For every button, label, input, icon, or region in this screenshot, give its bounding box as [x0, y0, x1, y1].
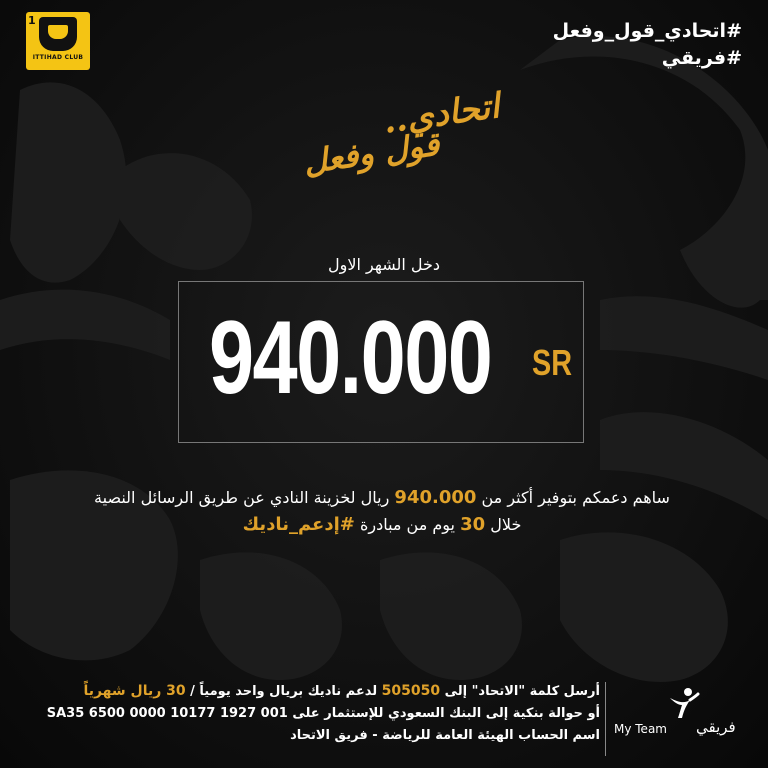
footer-line1-part2: لدعم ناديك بريال واحد يومياً / — [190, 684, 378, 699]
message-line1-part1: ساهم دعمكم بتوفير أكثر من — [481, 488, 670, 507]
income-label: دخل الشهر الاول — [327, 255, 441, 274]
campaign-line2: قول وفعل — [301, 124, 442, 182]
message-line1-amount: 940.000 — [394, 487, 477, 508]
footer-line1 — [20, 680, 600, 703]
message-line2-part2: يوم من مبادرة — [359, 515, 456, 534]
footer-divider — [605, 682, 606, 756]
message-line2-days: 30 — [460, 514, 486, 535]
message-text — [40, 484, 724, 538]
message-line2-part1: خلال — [490, 515, 522, 534]
footer-line3: اسم الحساب الهيئة العامة للرياضة - فريق الاتحاد — [290, 728, 600, 743]
hashtags — [553, 18, 742, 72]
logo-number: 1 — [28, 14, 36, 27]
message-line2 — [40, 511, 724, 538]
ittihad-club-logo — [26, 12, 90, 70]
amount-value: 940.000 — [209, 300, 492, 416]
hashtag-campaign[interactable]: #اتحادي_قول_وفعل — [552, 20, 742, 42]
logo-text: ITTIHAD CLUB — [32, 54, 84, 61]
footer-monthly: 30 ريال شهرياً — [83, 683, 186, 699]
footer-sms-number: 505050 — [381, 683, 441, 699]
message-line1 — [40, 484, 724, 511]
myteam-figure-icon — [666, 686, 700, 720]
footer — [0, 672, 768, 768]
message-line2-hashtag[interactable]: #إدعم_ناديك — [242, 514, 355, 535]
footer-line1-part1: أرسل كلمة "الاتحاد" إلى — [444, 684, 600, 699]
footer-instructions — [20, 680, 600, 747]
myteam-brand — [614, 686, 754, 746]
campaign-line1: اتحادي.. — [381, 86, 503, 142]
hashtag-myteam[interactable]: #فريقي — [661, 47, 742, 69]
amount-currency: SR — [532, 342, 573, 383]
campaign-title — [280, 86, 510, 182]
amount-box — [178, 281, 584, 443]
club-crest-icon — [39, 17, 77, 51]
brand-en: My Team — [614, 722, 667, 736]
brand-ar: فريقي — [696, 718, 736, 736]
message-line1-part2: ريال لخزينة النادي عن طريق الرسائل النصية — [94, 488, 390, 507]
footer-line2: أو حوالة بنكية إلى البنك السعودي للإستثمار على SA35 6500 0000 10177 1927 001 — [46, 706, 600, 721]
